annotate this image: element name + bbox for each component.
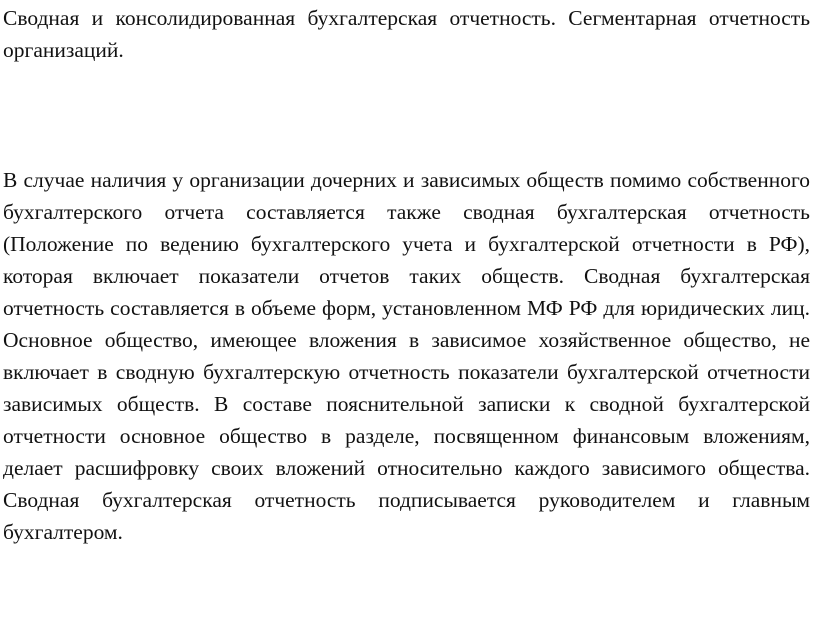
document-title: Сводная и консолидированная бухгалтерская отчетность. Сегментарная отчетность организаций. bbox=[3, 6, 810, 62]
document-paragraph: В случае наличия у организации дочерних и зависимых обществ помимо собственного бухгалтерского отчета составляется также сводная бухгалтерская отчетность (Положение по ведению бухгалтерского учета и бухгалтерской отчетности в РФ), которая включает показатели отчетов таких обществ. Сводная бухгалтерская отчетность составляется в объеме форм, установленном МФ РФ для юридических лиц. Основное общество, имеющее вложения в зависимое хозяйственное общество, не включает в сводную бухгалтерскую отчетность показатели бухгалтерской отчетности зависимых обществ. В составе пояснительной записки к сводной бухгалтерской отчетности основное общество в разделе, посвященном финансовым вложениям, делает расшифровку своих вложений относительно каждого зависимого общества. Сводная бухгалтерская отчетность подписывается руководителем и главным бухгалтером. bbox=[3, 168, 810, 544]
